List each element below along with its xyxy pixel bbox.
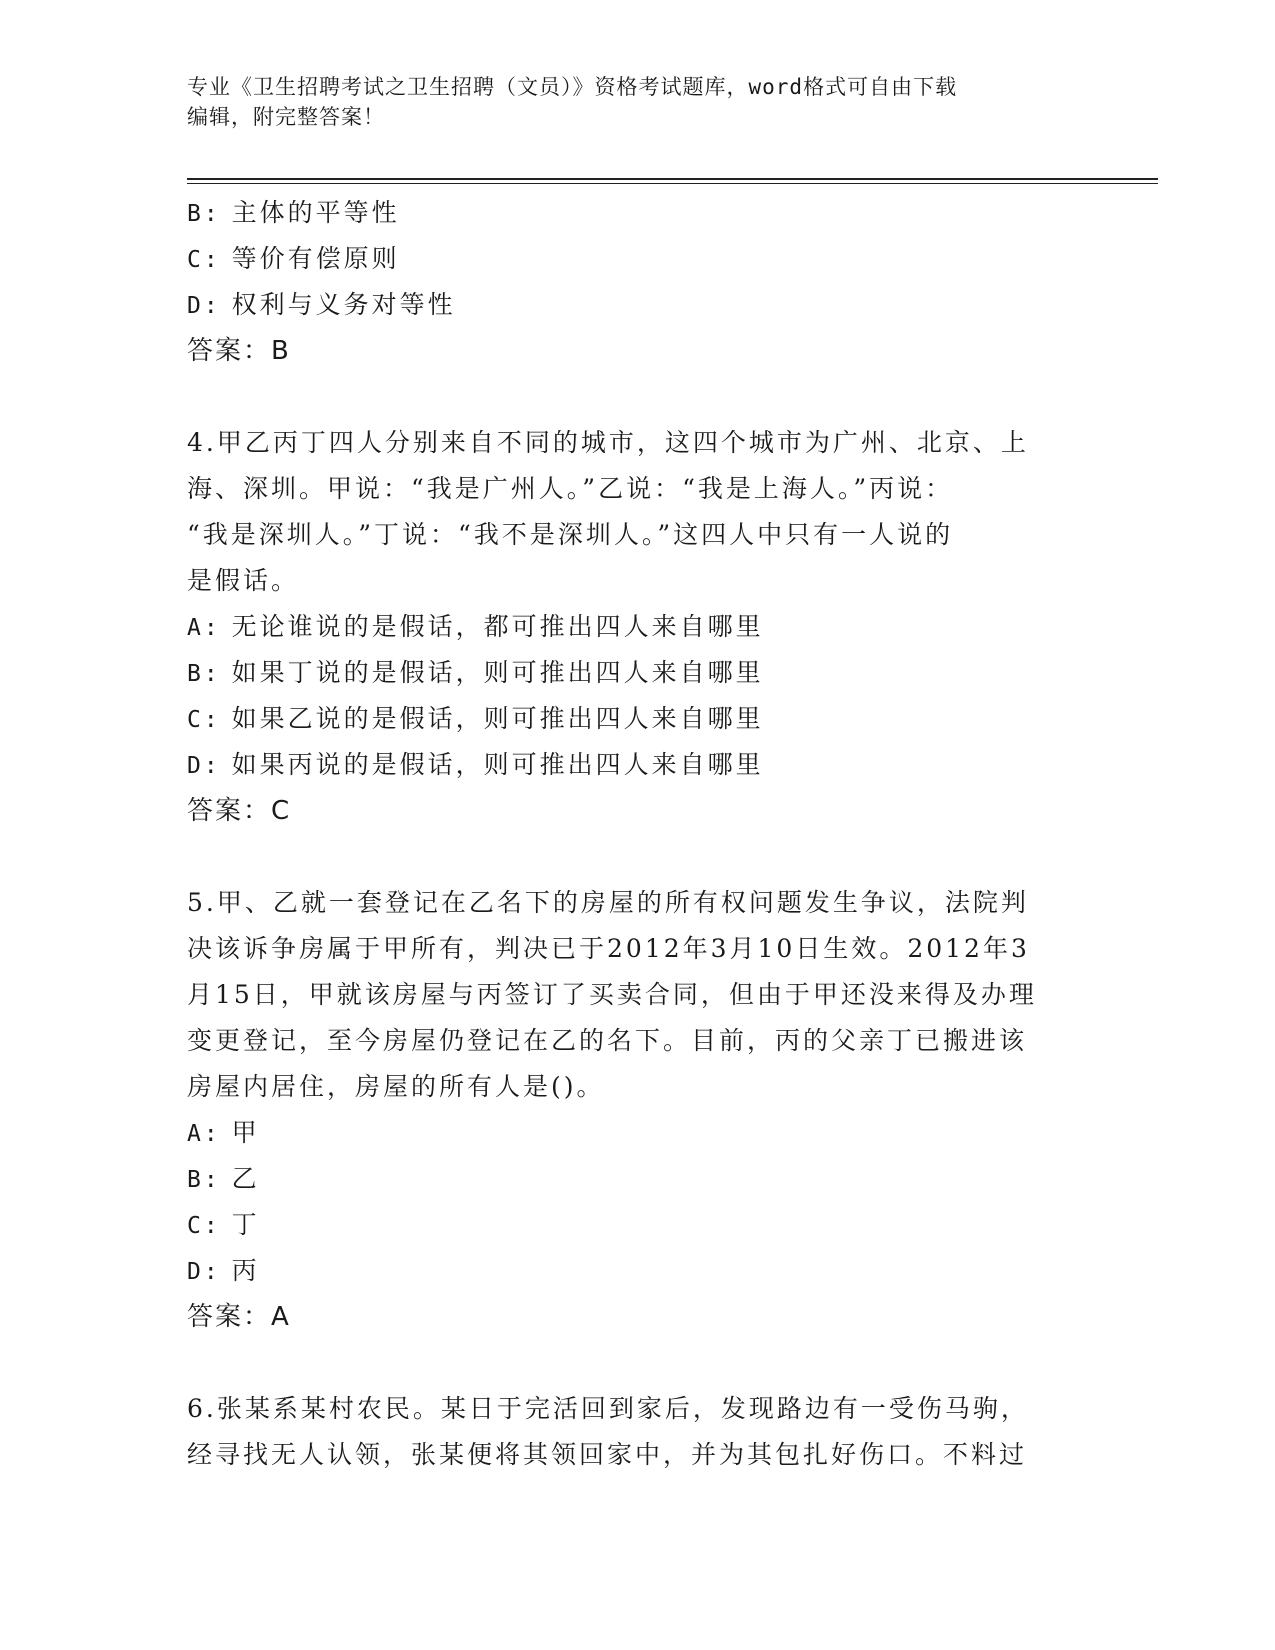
option-c — [187, 1202, 1087, 1248]
question-text — [187, 880, 1087, 1110]
answer-line: 答案：B — [187, 336, 291, 366]
question-line: 6.张某系某村农民。某日于完活回到家后，发现路边有一受伤马驹， — [187, 1394, 1029, 1423]
question-list — [187, 190, 1087, 1478]
option-text: 乙 — [231, 1164, 260, 1193]
question-4 — [187, 420, 1087, 834]
question-line: 月15日，甲就该房屋与丙签订了买卖合同，但由于甲还没来得及办理 — [187, 980, 1037, 1009]
option-text: 如果乙说的是假话，则可推出四人来自哪里 — [231, 704, 764, 733]
question-line: 经寻找无人认领，张某便将其领回家中，并为其包扎好伤口。不料过 — [187, 1440, 1028, 1469]
answer-line: 答案：A — [187, 1302, 291, 1332]
question-line: 变更登记，至今房屋仍登记在乙的名下。目前，丙的父亲丁已搬进该 — [187, 1026, 1028, 1055]
header-line-2: 编辑，附完整答案！ — [187, 105, 385, 129]
option-d — [187, 1248, 1087, 1294]
option-d — [187, 282, 1087, 328]
option-text: 丁 — [231, 1210, 260, 1239]
option-letter: C: — [187, 1213, 221, 1239]
option-text: 主体的平等性 — [231, 198, 400, 227]
option-letter: C: — [187, 707, 221, 733]
option-letter: B: — [187, 1167, 221, 1193]
spacer — [187, 1340, 1087, 1386]
spacer — [187, 374, 1087, 420]
option-letter: B: — [187, 661, 221, 687]
question-line: 房屋内居住，房屋的所有人是()。 — [187, 1072, 605, 1101]
spacer — [187, 834, 1087, 880]
question-line: 决该诉争房属于甲所有，判决已于2012年3月10日生效。2012年3 — [187, 934, 1030, 963]
option-b — [187, 1156, 1087, 1202]
option-text: 权利与义务对等性 — [231, 290, 456, 319]
answer-line: 答案：C — [187, 796, 292, 826]
option-text: 如果丁说的是假话，则可推出四人来自哪里 — [231, 658, 764, 687]
option-text: 无论谁说的是假话，都可推出四人来自哪里 — [231, 612, 764, 641]
option-a — [187, 1110, 1087, 1156]
option-letter: D: — [187, 293, 221, 319]
header-rule-thick — [187, 178, 1158, 180]
question-text — [187, 420, 1087, 604]
option-letter: D: — [187, 753, 221, 779]
option-text: 等价有偿原则 — [231, 244, 400, 273]
question-line: 是假话。 — [187, 566, 300, 595]
option-c — [187, 236, 1087, 282]
header-line-1: 专业《卫生招聘考试之卫生招聘（文员）》资格考试题库，word格式可自由下载 — [187, 75, 958, 99]
question-6 — [187, 1386, 1087, 1478]
option-a — [187, 604, 1087, 650]
option-b — [187, 190, 1087, 236]
option-text: 丙 — [231, 1256, 260, 1285]
question-3 — [187, 190, 1087, 374]
question-line: 海、深圳。甲说：“我是广州人。”乙说：“我是上海人。”丙说： — [187, 474, 954, 503]
option-text: 甲 — [231, 1118, 260, 1147]
option-letter: A: — [187, 1121, 221, 1147]
option-letter: B: — [187, 201, 221, 227]
option-b — [187, 650, 1087, 696]
question-text — [187, 1386, 1087, 1478]
question-line: 4.甲乙丙丁四人分别来自不同的城市，这四个城市为广州、北京、上 — [187, 428, 1029, 457]
question-5 — [187, 880, 1087, 1340]
question-line: “我是深圳人。”丁说：“我不是深圳人。”这四人中只有一人说的 — [187, 520, 954, 549]
option-d — [187, 742, 1087, 788]
option-text: 如果丙说的是假话，则可推出四人来自哪里 — [231, 750, 764, 779]
option-letter: D: — [187, 1259, 221, 1285]
document-header — [187, 72, 1077, 132]
question-line: 5.甲、乙就一套登记在乙名下的房屋的所有权问题发生争议，法院判 — [187, 888, 1029, 917]
header-rule-thin — [187, 183, 1158, 184]
option-letter: C: — [187, 247, 221, 273]
option-letter: A: — [187, 615, 221, 641]
option-c — [187, 696, 1087, 742]
